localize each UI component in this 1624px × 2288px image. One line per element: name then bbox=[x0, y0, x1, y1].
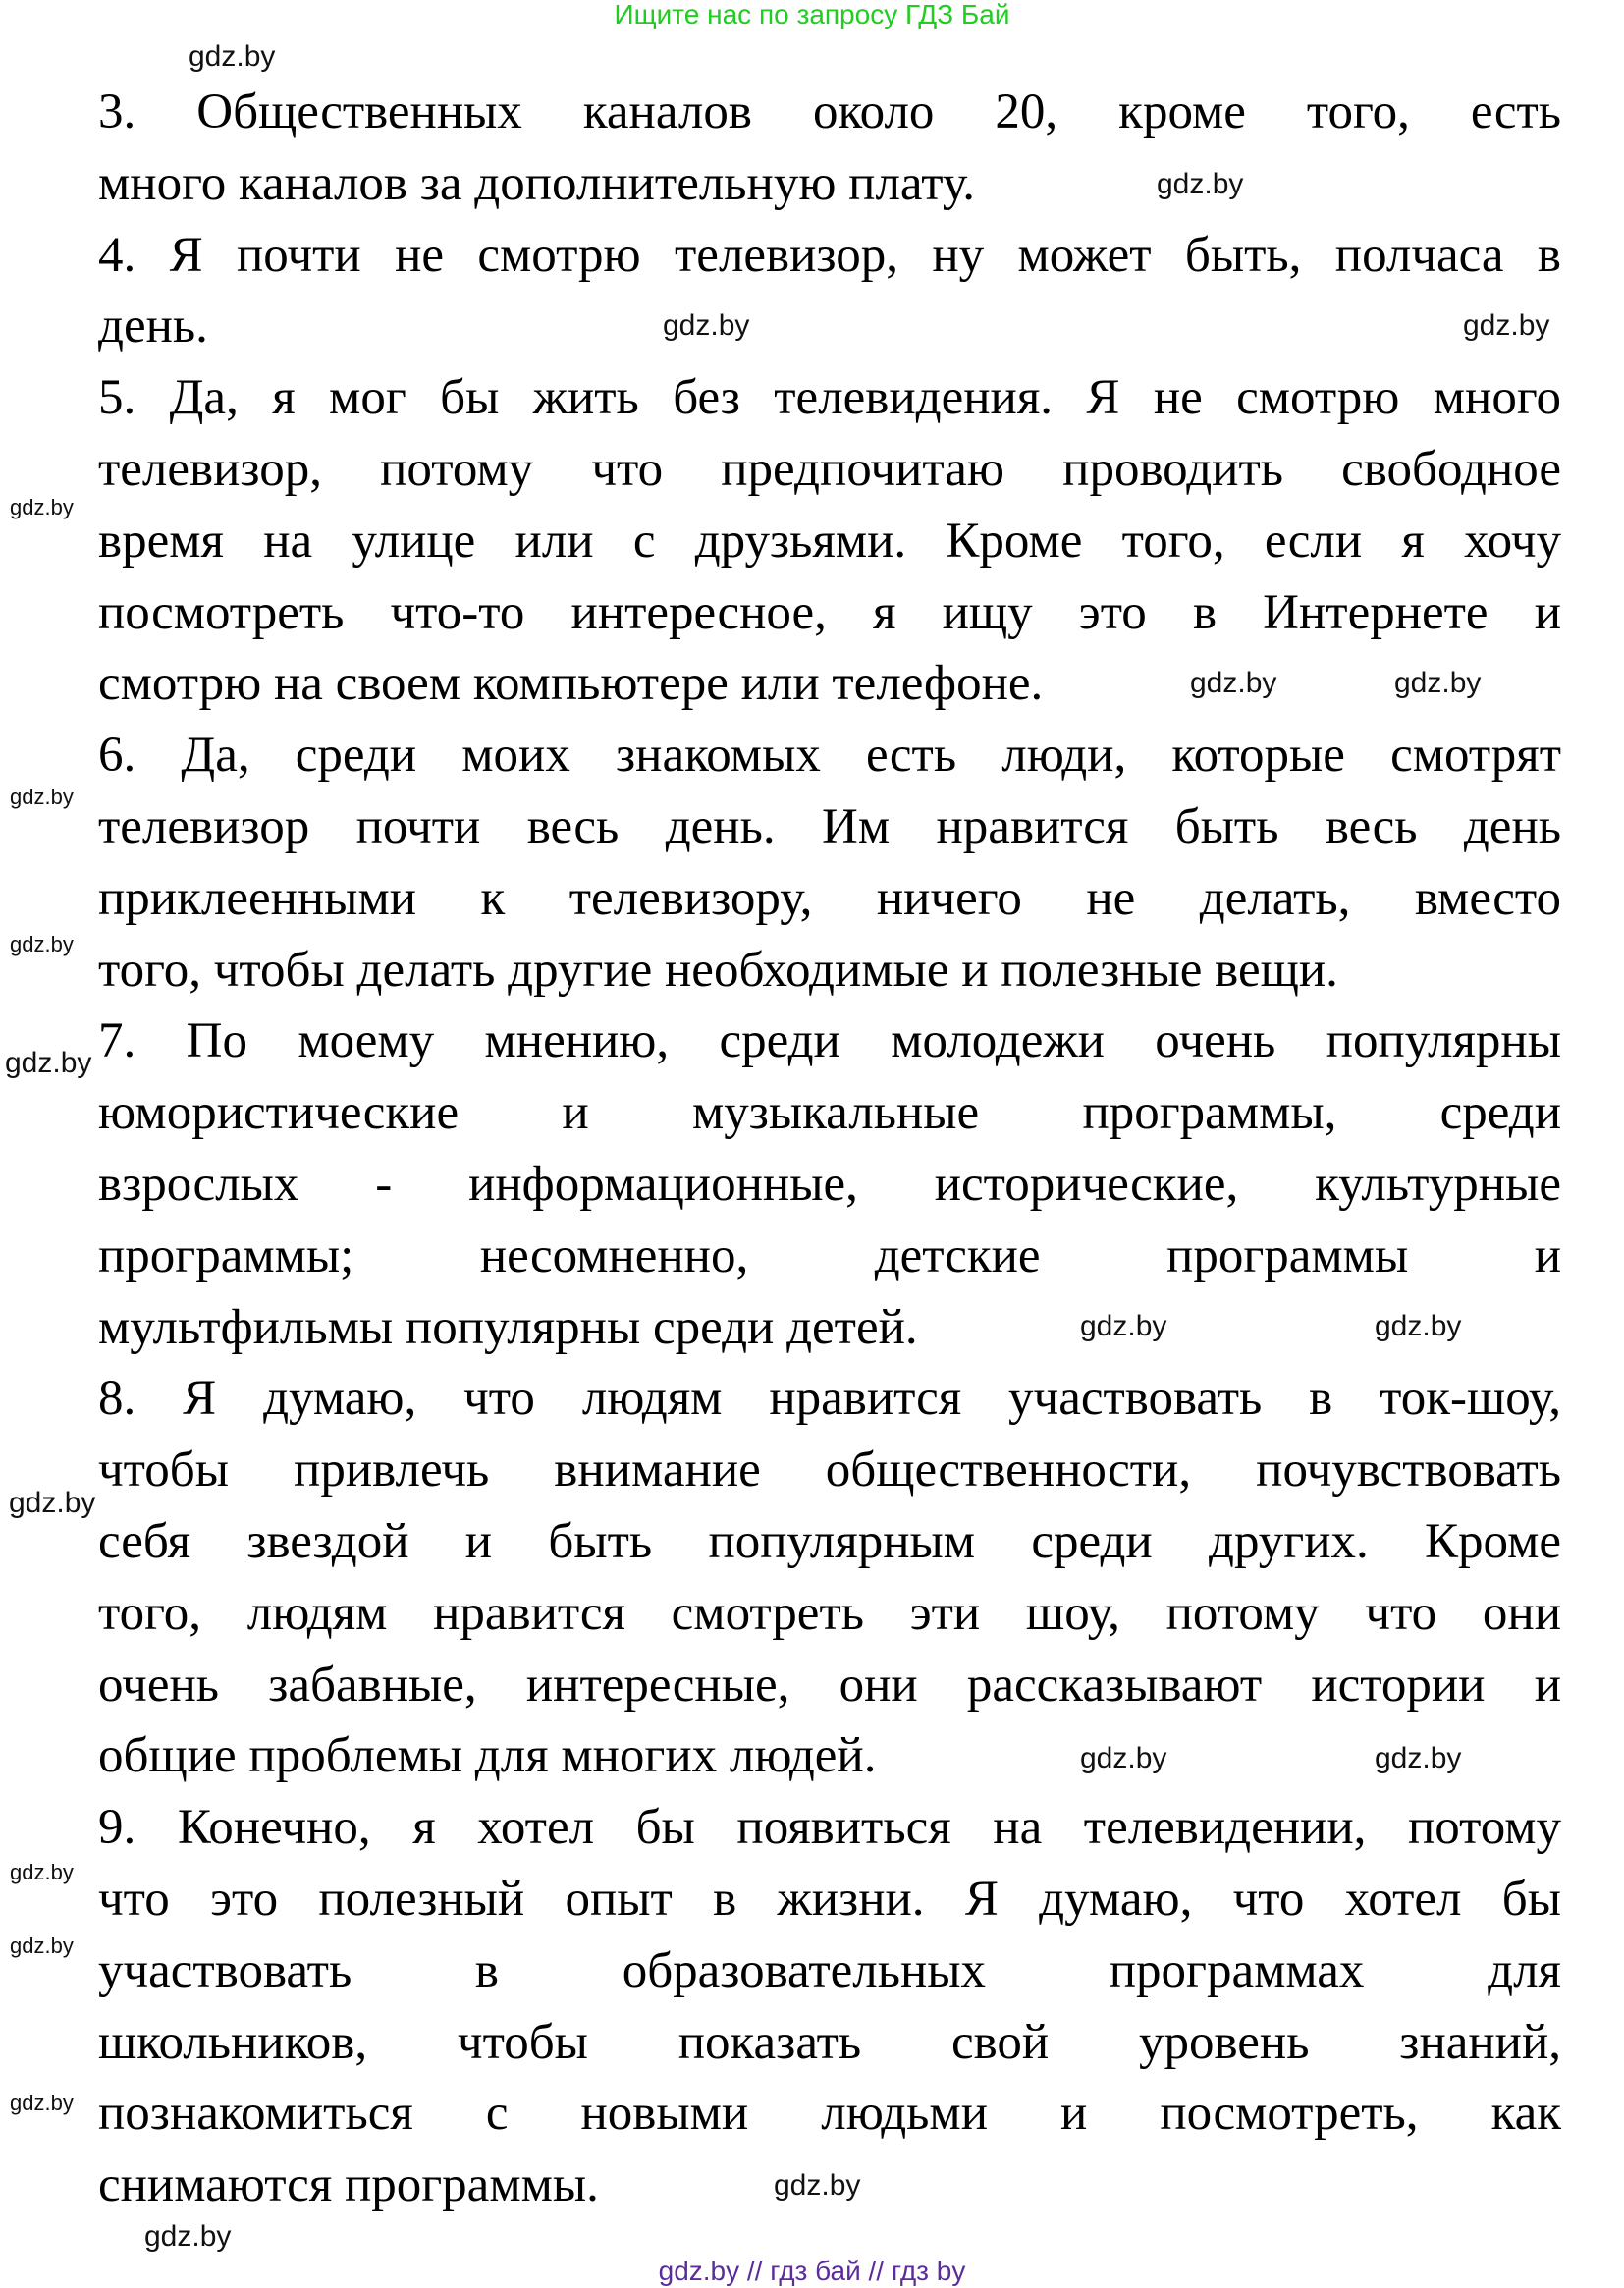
watermark: gdz.by bbox=[144, 2220, 232, 2253]
watermark: gdz.by bbox=[1080, 1310, 1167, 1342]
text-line: юмористические и музыкальные программы, среди bbox=[98, 1085, 1561, 1141]
text-line: день. bbox=[98, 299, 208, 354]
text-line: снимаются программы. bbox=[98, 2157, 599, 2213]
text-line: чтобы привлечь внимание общественности, почувствовать bbox=[98, 1443, 1561, 1498]
text-line: 5. Да, я мог бы жить без телевидения. Я не смотрю много bbox=[98, 370, 1561, 426]
text-line: 4. Я почти не смотрю телевизор, ну может быть, полчаса в bbox=[98, 227, 1561, 283]
watermark: gdz.by bbox=[189, 40, 276, 73]
text-line: смотрю на своем компьютере или телефоне. bbox=[98, 656, 1044, 712]
text-line: телевизор почти весь день. Им нравится быть весь день bbox=[98, 799, 1561, 854]
text-line: приклеенными к телевизору, ничего не делать, вместо bbox=[98, 870, 1561, 926]
text-line: 3. Общественных каналов около 20, кроме того, есть bbox=[98, 84, 1561, 139]
text-line: много каналов за дополнительную плату. bbox=[98, 155, 975, 211]
text-line: что это полезный опыт в жизни. Я думаю, что хотел бы bbox=[98, 1872, 1561, 1927]
text-line: того, чтобы делать другие необходимые и полезные вещи. bbox=[98, 942, 1338, 998]
watermark: gdz.by bbox=[10, 1860, 74, 1884]
text-line: школьников, чтобы показать свой уровень знаний, bbox=[98, 2014, 1561, 2070]
watermark: gdz.by bbox=[10, 495, 74, 519]
text-line: 6. Да, среди моих знакомых есть люди, которые смотрят bbox=[98, 728, 1561, 784]
text-line: время на улице или с друзьями. Кроме того, если я хочу bbox=[98, 513, 1561, 569]
text-line: телевизор, потому что предпочитаю проводить свободное bbox=[98, 442, 1561, 497]
text-line: взрослых - информационные, исторические, культурные bbox=[98, 1157, 1561, 1212]
watermark: gdz.by bbox=[1463, 309, 1550, 342]
text-line: участвовать в образовательных программах для bbox=[98, 1942, 1561, 1998]
text-line: посмотреть что-то интересное, я ищу это в Интернете и bbox=[98, 584, 1561, 640]
watermark: gdz.by bbox=[1375, 1310, 1462, 1342]
watermark: gdz.by bbox=[10, 785, 74, 809]
text-line: мультфильмы популярны среди детей. bbox=[98, 1299, 918, 1355]
watermark: gdz.by bbox=[5, 1047, 92, 1079]
text-line: себя звездой и быть популярным среди других. Кроме bbox=[98, 1514, 1561, 1569]
text-line: того, людям нравится смотреть эти шоу, потому что они bbox=[98, 1585, 1561, 1641]
watermark: gdz.by bbox=[10, 932, 74, 956]
text-line: 9. Конечно, я хотел бы появиться на телевидении, потому bbox=[98, 1800, 1561, 1856]
watermark: gdz.by bbox=[1375, 1742, 1462, 1774]
watermark: gdz.by bbox=[1394, 667, 1482, 699]
watermark: gdz.by bbox=[1190, 667, 1277, 699]
footer-banner: gdz.by // гдз бай // гдз by bbox=[658, 2256, 966, 2286]
watermark: gdz.by bbox=[1080, 1742, 1167, 1774]
text-line: 8. Я думаю, что людям нравится участвовать в ток-шоу, bbox=[98, 1371, 1561, 1427]
watermark: gdz.by bbox=[10, 1934, 74, 1958]
watermark: gdz.by bbox=[1157, 168, 1244, 200]
watermark: gdz.by bbox=[774, 2169, 861, 2202]
text-line: 7. По моему мнению, среди молодежи очень популярны bbox=[98, 1013, 1561, 1069]
text-line: общие проблемы для многих людей. bbox=[98, 1728, 877, 1784]
text-line: программы; несомненно, детские программы и bbox=[98, 1227, 1561, 1283]
search-banner: Ищите нас по запросу ГДЗ Бай bbox=[614, 0, 1010, 29]
watermark: gdz.by bbox=[9, 1487, 96, 1519]
text-line: очень забавные, интересные, они рассказывают истории и bbox=[98, 1657, 1561, 1713]
watermark: gdz.by bbox=[10, 2091, 74, 2115]
watermark: gdz.by bbox=[663, 309, 750, 342]
text-line: познакомиться с новыми людьми и посмотреть, как bbox=[98, 2086, 1561, 2142]
